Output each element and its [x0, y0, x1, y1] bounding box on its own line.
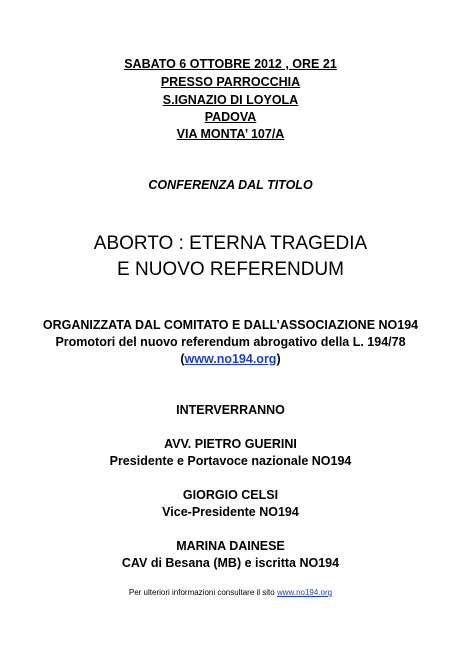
- promoters-line: Promotori del nuovo referendum abrogativo della L. 194/78: [55, 335, 406, 349]
- paren-open: (: [180, 352, 185, 366]
- speaker-name: GIORGIO CELSI: [182, 488, 279, 502]
- paren-close: ): [276, 352, 281, 366]
- speaker-name: AVV. PIETRO GUERINI: [164, 437, 297, 451]
- speaker-role: CAV di Besana (MB) e iscritta NO194: [121, 556, 340, 570]
- footer-text: Per ulteriori informazioni consultare il sito: [128, 588, 275, 597]
- website-link[interactable]: www.no194.org: [184, 352, 277, 366]
- venue-city: PADOVA: [204, 110, 257, 124]
- organizer-line: ORGANIZZATA DAL COMITATO E DALL’ASSOCIAZIONE NO194: [42, 318, 419, 332]
- event-date-time: SABATO 6 OTTOBRE 2012 , ORE 21: [124, 57, 337, 71]
- venue-line-2: S.IGNAZIO DI LOYOLA: [162, 93, 299, 107]
- conference-intro: CONFERENZA DAL TITOLO: [148, 178, 313, 192]
- speaker-role: Presidente e Portavoce nazionale NO194: [109, 454, 352, 468]
- conference-title-line-1: ABORTO : ETERNA TRAGEDIA: [93, 233, 368, 254]
- footer-website-link[interactable]: www.no194.org: [276, 588, 333, 597]
- speaker-role: Vice-Presidente NO194: [162, 505, 299, 519]
- speakers-heading: INTERVERRANNO: [176, 403, 285, 417]
- footer-note: [0, 588, 461, 598]
- speaker-name: MARINA DAINESE: [176, 539, 285, 553]
- conference-title-line-2: E NUOVO REFERENDUM: [117, 259, 344, 280]
- venue-line-1: PRESSO PARROCCHIA: [160, 75, 301, 89]
- venue-address: VIA MONTA’ 107/A: [176, 127, 285, 141]
- website-line: [0, 352, 461, 367]
